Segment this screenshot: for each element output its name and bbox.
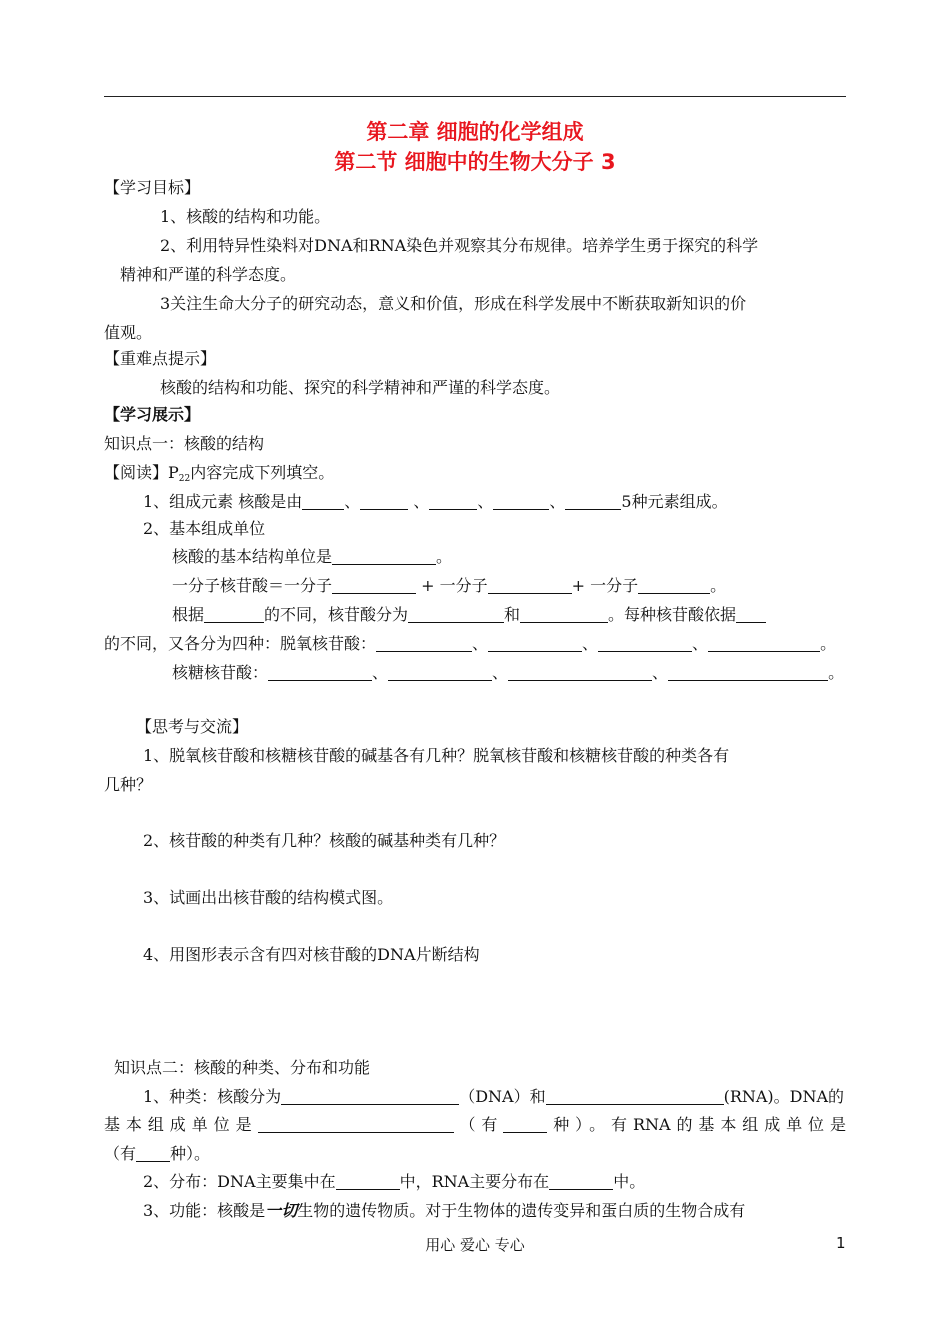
separator: 、 bbox=[492, 663, 509, 682]
blank-rna-location[interactable] bbox=[549, 1173, 613, 1190]
separator: 、 bbox=[372, 663, 389, 682]
accordingly-line bbox=[172, 603, 766, 627]
deoxy-text: 的不同，又各分为四种：脱氧核苷酸： bbox=[104, 634, 377, 653]
separator: 、 bbox=[477, 492, 494, 511]
blank-basis[interactable] bbox=[204, 606, 264, 623]
page-footer: 用心 爱心 专心 bbox=[425, 1236, 525, 1254]
blank-deoxy-1[interactable] bbox=[376, 635, 472, 652]
blank-dna-name[interactable] bbox=[281, 1088, 459, 1105]
question-2: 2、核苷酸的种类有几种？核酸的碱基种类有几种？ bbox=[143, 831, 506, 850]
elements-label: 1、组成元素 核酸是由 bbox=[143, 492, 303, 511]
nucleotide-plus-2: + 一分子 bbox=[571, 576, 639, 595]
reading-text: 内容完成下列填空。 bbox=[190, 463, 335, 482]
blank-deoxy-2[interactable] bbox=[488, 635, 582, 652]
section-title: 第二节 细胞中的生物大分子 3 bbox=[334, 150, 616, 174]
reading-label: 【阅读】P bbox=[104, 463, 179, 482]
elements-end: 5种元素组成。 bbox=[621, 492, 728, 511]
blank-deoxy-3[interactable] bbox=[598, 635, 692, 652]
distribution-line bbox=[143, 1170, 645, 1194]
question-4: 4、用图形表示含有四对核苷酸的DNA片断结构 bbox=[143, 945, 480, 964]
blank-element-2[interactable] bbox=[360, 493, 408, 510]
blank-rna-count[interactable] bbox=[136, 1145, 170, 1162]
blank-nucleotide-3[interactable] bbox=[638, 577, 710, 594]
blank-dna-location[interactable] bbox=[336, 1173, 400, 1190]
goal-2-line-2: 精神和严谨的科学态度。 bbox=[120, 265, 297, 284]
according-text-2: 的不同，核苷酸分为 bbox=[264, 605, 409, 624]
according-text: 根据 bbox=[172, 605, 205, 624]
unit-line bbox=[172, 545, 452, 569]
function-line bbox=[143, 1199, 745, 1223]
separator: 、 bbox=[549, 492, 566, 511]
blank-basic-unit[interactable] bbox=[332, 548, 436, 565]
distribution-end: 中。 bbox=[613, 1172, 646, 1191]
goal-3-line-2: 值观。 bbox=[104, 323, 153, 342]
ribo-end: 。 bbox=[828, 663, 845, 682]
blank-element-4[interactable] bbox=[493, 493, 549, 510]
blank-deoxy-4[interactable] bbox=[708, 635, 820, 652]
deoxy-line bbox=[104, 632, 836, 656]
according-and: 和 bbox=[504, 605, 521, 624]
nucleotide-end: 。 bbox=[710, 576, 727, 595]
goal-2-line-1: 2、利用特异性染料对DNA和RNA染色并观察其分布规律。培养学生勇于探究的科学 bbox=[160, 236, 759, 255]
blank-element-1[interactable] bbox=[302, 493, 344, 510]
separator: 、 bbox=[652, 663, 669, 682]
show-header: 【学习展示】 bbox=[104, 405, 201, 424]
rna-count-end: 种）。 bbox=[170, 1144, 211, 1163]
goals-header: 【学习目标】 bbox=[104, 178, 201, 197]
page-number: 1 bbox=[836, 1234, 846, 1252]
types-line bbox=[143, 1085, 844, 1109]
basic-unit-text: 基本组成单位是 bbox=[104, 1115, 258, 1134]
question-3: 3、试画出出核苷酸的结构模式图。 bbox=[143, 888, 394, 907]
blank-ribo-2[interactable] bbox=[388, 664, 492, 681]
types-dna: （DNA）和 bbox=[459, 1087, 546, 1106]
goal-1: 1、核酸的结构和功能。 bbox=[160, 207, 331, 226]
blank-ribo-4[interactable] bbox=[668, 664, 828, 681]
separator: 、 bbox=[408, 492, 430, 511]
header-rule bbox=[104, 96, 846, 97]
blank-dna-count[interactable] bbox=[503, 1116, 547, 1133]
separator: 、 bbox=[472, 634, 489, 653]
knowledge-point-1: 知识点一：核酸的结构 bbox=[104, 434, 265, 453]
knowledge-point-2: 知识点二：核酸的种类、分布和功能 bbox=[114, 1058, 371, 1077]
blank-nucleotide-1[interactable] bbox=[332, 577, 416, 594]
blank-dna-unit[interactable] bbox=[258, 1116, 454, 1133]
distribution-text-2: 中，RNA主要分布在 bbox=[399, 1172, 550, 1191]
separator: 、 bbox=[692, 634, 709, 653]
blank-rna-name[interactable] bbox=[546, 1088, 724, 1105]
elements-line bbox=[143, 490, 728, 514]
blank-ribo-1[interactable] bbox=[268, 664, 372, 681]
think-header: 【思考与交流】 bbox=[136, 717, 249, 736]
blank-ribo-3[interactable] bbox=[508, 664, 652, 681]
blank-type-2[interactable] bbox=[520, 606, 608, 623]
blank-type-1[interactable] bbox=[408, 606, 504, 623]
function-emphasis: 一切 bbox=[265, 1201, 298, 1220]
ribo-text: 核糖核苷酸： bbox=[172, 663, 269, 682]
basic-unit-line bbox=[104, 1113, 846, 1137]
nucleotide-text: 一分子核苷酸＝一分子 bbox=[172, 576, 333, 595]
types-rna: (RNA)。DNA的 bbox=[723, 1087, 845, 1106]
separator: 、 bbox=[582, 634, 599, 653]
according-text-3: 。每种核苷酸依据 bbox=[608, 605, 737, 624]
basic-unit-have: （有 bbox=[453, 1115, 504, 1134]
blank-element-3[interactable] bbox=[429, 493, 477, 510]
unit-text: 核酸的基本结构单位是 bbox=[172, 547, 333, 566]
basic-unit-rna: 种）。有RNA的基本组成单位是 bbox=[547, 1115, 846, 1134]
blank-basis-2[interactable] bbox=[736, 606, 766, 623]
blank-element-5[interactable] bbox=[565, 493, 621, 510]
blank-nucleotide-2[interactable] bbox=[488, 577, 572, 594]
nucleotide-line bbox=[172, 574, 726, 598]
unit-end: 。 bbox=[436, 547, 453, 566]
rna-count-have: （有 bbox=[104, 1144, 137, 1163]
rna-count-line bbox=[104, 1142, 210, 1166]
distribution-text: 2、分布：DNA主要集中在 bbox=[143, 1172, 336, 1191]
nucleotide-plus-1: + 一分子 bbox=[416, 576, 488, 595]
function-text: 3、功能：核酸是 bbox=[143, 1201, 266, 1220]
key-points-text: 核酸的结构和功能、探究的科学精神和严谨的科学态度。 bbox=[160, 378, 561, 397]
page-subscript: 22 bbox=[178, 474, 191, 484]
separator: 、 bbox=[344, 492, 361, 511]
key-points-header: 【重难点提示】 bbox=[104, 349, 217, 368]
goal-3-line-1: 3关注生命大分子的研究动态，意义和价值，形成在科学发展中不断获取新知识的价 bbox=[160, 294, 747, 313]
ribo-line bbox=[172, 661, 844, 685]
types-text: 1、种类：核酸分为 bbox=[143, 1087, 282, 1106]
chapter-title: 第二章 细胞的化学组成 bbox=[366, 120, 584, 144]
basic-unit-label: 2、基本组成单位 bbox=[143, 519, 266, 538]
reading-instruction bbox=[104, 461, 334, 491]
deoxy-end: 。 bbox=[820, 634, 837, 653]
function-text-2: 生物的遗传物质。对于生物体的遗传变异和蛋白质的生物合成有 bbox=[297, 1201, 746, 1220]
question-1-line-2: 几种？ bbox=[104, 775, 153, 794]
question-1-line-1: 1、脱氧核苷酸和核糖核苷酸的碱基各有几种？脱氧核苷酸和核糖核苷酸的种类各有 bbox=[143, 746, 730, 765]
